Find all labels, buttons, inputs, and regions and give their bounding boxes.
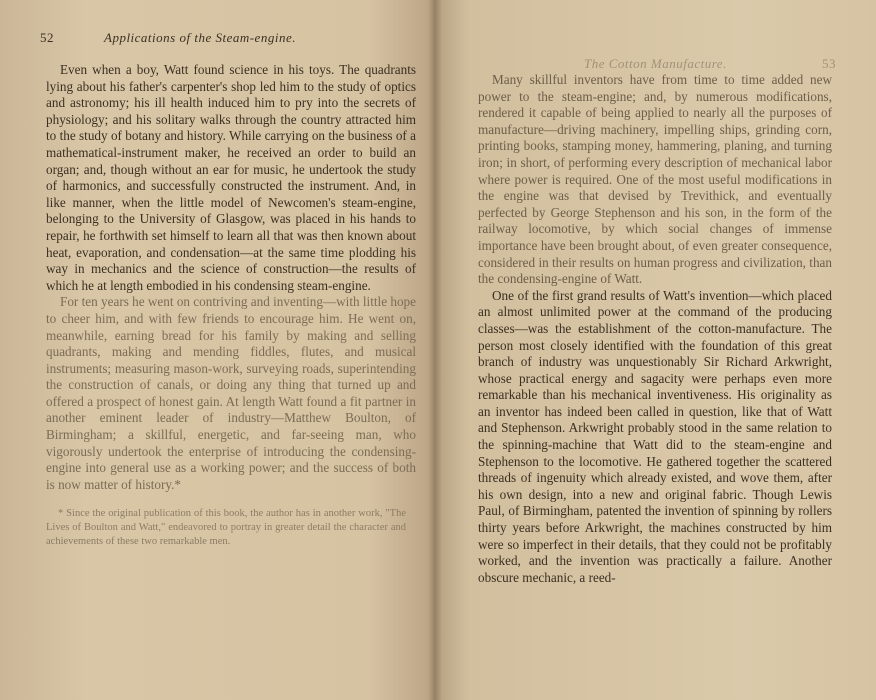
right-paragraph-2: One of the first grand results of Watt's invention—which placed an almost unlimited power at the command of the producing classes—was the establishment of the cotton-manufacture. The person most closely identified with the foundation of this great branch of industry was unquestionably Sir Richard Arkwright, whose practical energy and sagacity were perhaps even more remarkable than his mechanical inventiveness. His originality as an inventor has indeed been called in question, like that of Watt and Stephenson. Arkwright probably stood in the same relation to the spinning-machine that Watt did to the steam-engine and Stephenson to the locomotive. He gathered together the scattered threads of ingenuity which already existed, and wove them, after his own design, into a new and original fabric. Though Lewis Paul, of Birmingham, patented the invention of spinning by rollers thirty years before Arkwright, the machines constructed by him were so imperfect in their details, that they could not be profitably worked, and the invention was practically a failure. Another obscure mechanic, a reed-	[478, 287, 832, 585]
left-footnote: * Since the original publication of this book, the author has in another work, "The Lives of Boulton and Watt," endeavored to portray in greater detail the character and achievements of these two remarkable men.	[46, 508, 406, 548]
right-page-number: 53	[822, 56, 836, 71]
left-paragraph-2: For ten years he went on contriving and inventing—with little hope to cheer him, and with few friends to encourage him. He went on, meanwhile, earning bread for his family by making and selling quadrants, making and mending fiddles, flutes, and musical instruments; measuring mason-work, surveying roads, superintending the construction of canals, or doing any thing that turned up and offered a prospect of honest gain. At length Watt found a fit partner in another eminent leader of industry—Matthew Boulton, of Birmingham; a skillful, energetic, and far-seeing man, who vigorously undertook the enterprise of introducing the condensing-engine into general use as a working power; and the success of both is now matter of history.*	[46, 294, 416, 492]
book-gutter	[428, 0, 442, 700]
left-running-head	[40, 30, 416, 54]
left-running-title: Applications of the Steam-engine.	[104, 30, 296, 45]
left-page-number: 52	[40, 30, 54, 45]
left-body-text	[46, 62, 416, 493]
left-page	[0, 0, 434, 700]
right-paragraph-1: Many skillful inventors have from time to time added new power to the steam-engine; and, by numerous modifications, rendered it capable of being applied to nearly all the purposes of manufacture—driving machinery, impelling ships, grinding corn, printing books, stamping money, hammering, planing, and turning iron; in short, of performing every description of mechanical labor where power is required. One of the most useful modifications in the engine was that devised by Trevithick, and eventually perfected by George Stephenson and his son, in the form of the railway locomotive, by which social changes of immense importance have been brought about, of even greater consequence, considered in their results on human progress and civilization, than the condensing-engine of Watt.	[478, 72, 832, 287]
right-page	[434, 0, 876, 700]
right-body-text	[478, 72, 832, 586]
right-running-head	[584, 56, 836, 80]
left-paragraph-1: Even when a boy, Watt found science in his toys. The quadrants lying about his father's carpenter's shop led him to the study of optics and astronomy; his ill health induced him to pry into the secrets of physiology; and his solitary walks through the country attracted him to the study of botany and history. While carrying on the business of a mathematical-instrument maker, he received an order to build an organ; and, though without an ear for music, he undertook the study of harmonics, and successfully constructed the instrument. And, in like manner, when the little model of Newcomen's steam-engine, belonging to the University of Glasgow, was placed in his hands to repair, he forthwith set himself to learn all that was then known about heat, evaporation, and condensation—at the same time plodding his way in mechanics and the science of construction—the results of which he at length embodied in his condensing steam-engine.	[46, 62, 416, 293]
right-running-title: The Cotton Manufacture.	[584, 56, 727, 71]
